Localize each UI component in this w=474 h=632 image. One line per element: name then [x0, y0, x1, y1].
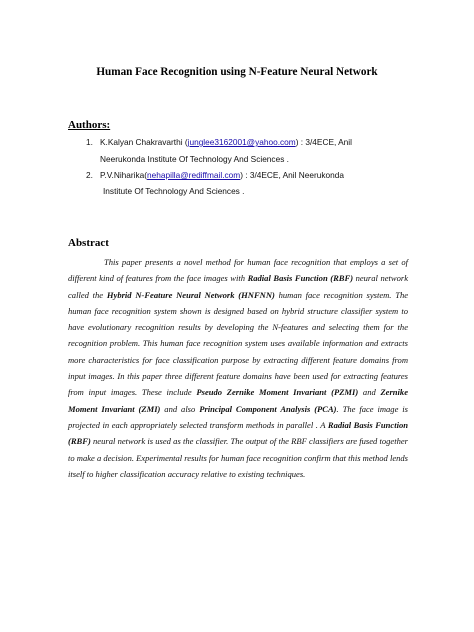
- abstract-term: Radial Basis Function (RBF): [68, 419, 409, 447]
- author-institute: Institute Of Technology And Sciences .: [103, 186, 245, 196]
- abstract-term: Pseudo Zernike Moment Invariant (PZMI): [196, 387, 359, 398]
- abstract-segment: neural network called the: [68, 273, 408, 300]
- abstract-segment: neural network is used as the classifier. The output of the RBF classifiers are fused together to make a decision. Experimental results for human face recognition confirm that this method lends itself to higher classification accuracy relative to existing techniques.: [68, 436, 409, 479]
- authors-heading: Authors:: [68, 119, 111, 131]
- author-name: K.Kalyan Chakravarthi (: [100, 137, 188, 147]
- abstract-segment: and also: [160, 403, 200, 414]
- abstract-term: Zernike Moment Invariant (ZMI): [68, 387, 408, 414]
- author-name: P.V.Niharika(: [100, 170, 148, 180]
- abstract-term: Principal Component Analysis (PCA): [199, 403, 337, 414]
- author-dept: ) : 3/4ECE, Anil: [295, 137, 352, 147]
- abstract-term: Hybrid N-Feature Neural Network (HNFNN): [106, 289, 275, 300]
- abstract-term: Radial Basis Function (RBF): [247, 273, 354, 284]
- abstract-segment: . The face image is projected in each appropriately selected transform methods in parallel . A: [68, 403, 408, 430]
- author-email-link[interactable]: junglee3162001@yahoo.com: [187, 137, 296, 147]
- author-dept: ) : 3/4ECE, Anil Neerukonda: [240, 170, 344, 180]
- abstract-heading: Abstract: [68, 237, 109, 249]
- paper-title: Human Face Recognition using N-Feature Neural Network: [96, 66, 378, 78]
- author-line: [100, 137, 352, 147]
- author-email-link[interactable]: nehapilla@rediffmail.com: [147, 170, 241, 180]
- abstract-segment: human face recognition system. The human face recognition system shown is designed based on hybrid structure classifier system to have evolutionary recognition results by developing the N-features and selecting them for the recognition problem. This human face recognition system uses available information and extracts more characteristics for face classification purpose by extracting different feature domains from input images. In this paper three different feature domains have been used for extracting features from input images. These include: [68, 289, 409, 398]
- abstract-segment: This paper presents a novel method for human face recognition that employs a set of different kind of features from the face images with: [68, 257, 408, 284]
- abstract-text: [68, 254, 408, 482]
- abstract-segment: and: [358, 387, 381, 398]
- author-number: 2.: [86, 170, 93, 180]
- author-line: [100, 170, 344, 180]
- author-institute: Neerukonda Institute Of Technology And Sciences .: [100, 154, 289, 164]
- author-number: 1.: [86, 137, 93, 147]
